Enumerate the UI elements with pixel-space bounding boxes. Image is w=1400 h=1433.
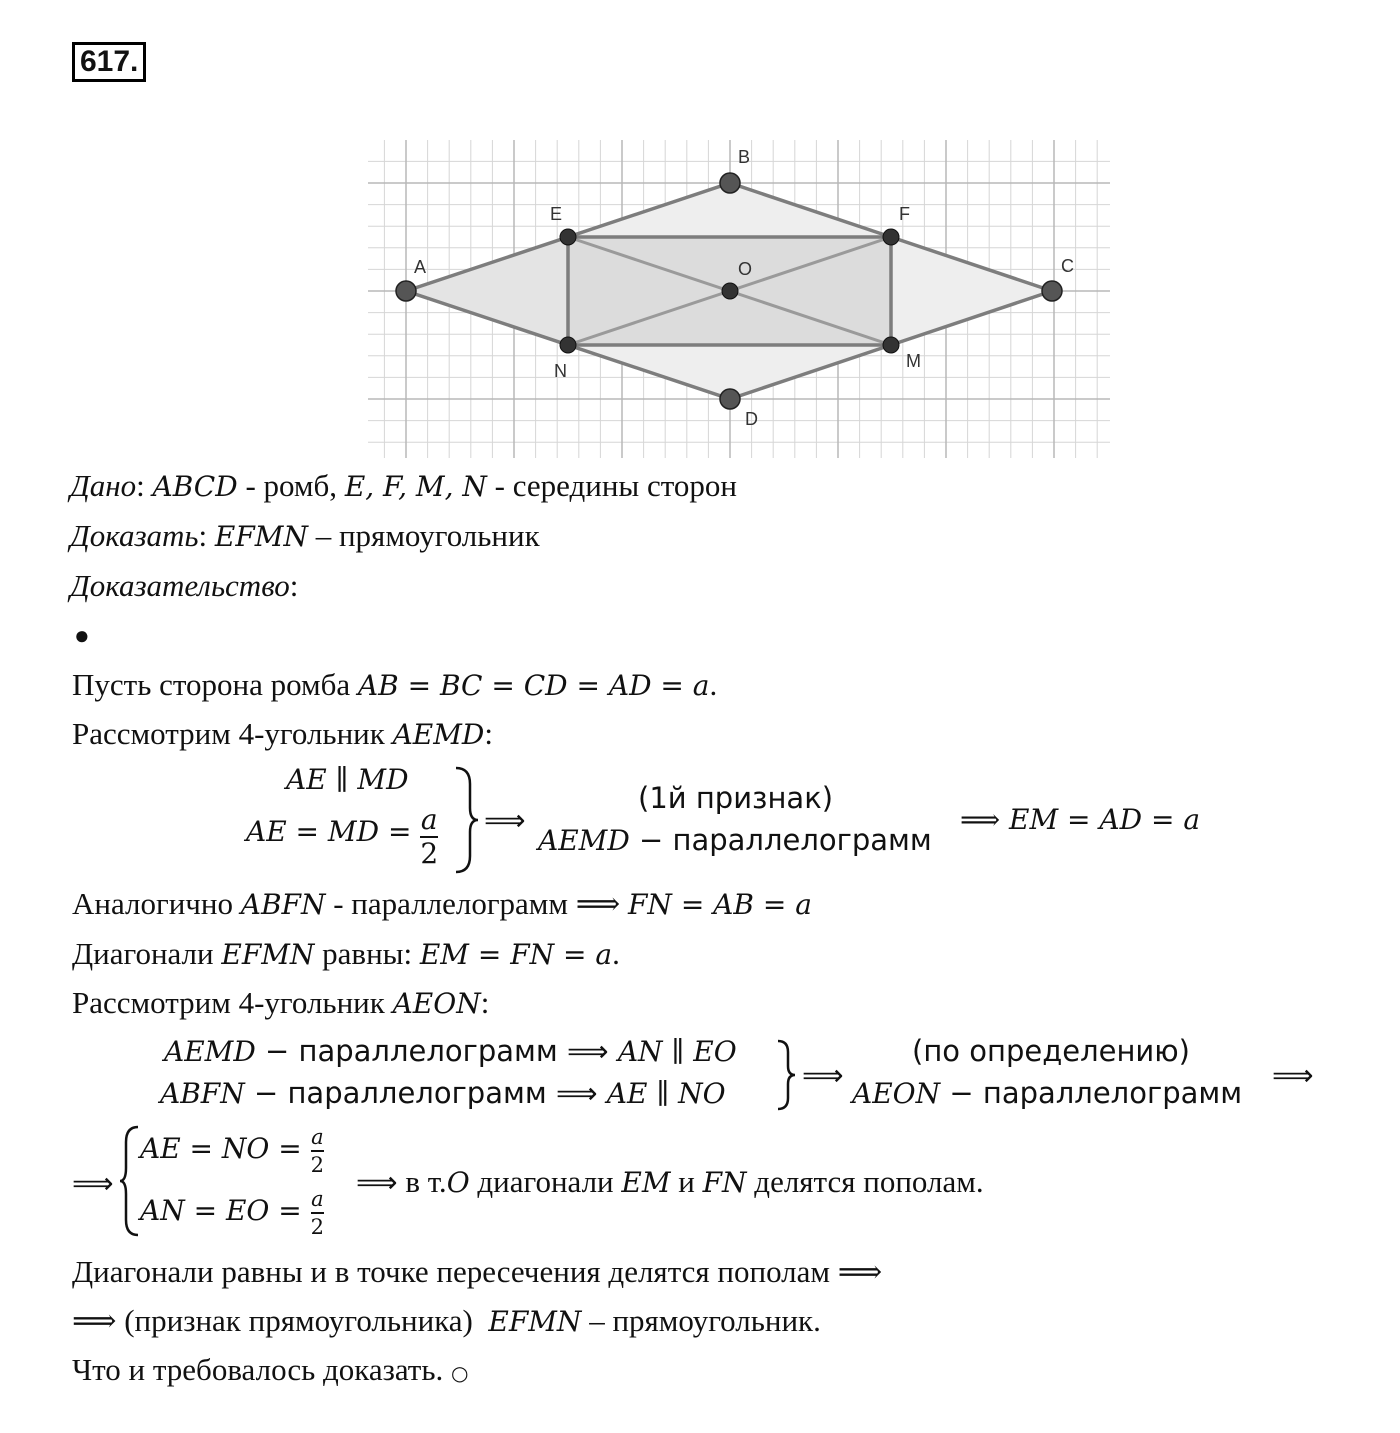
- line4-end: .: [612, 936, 620, 971]
- sys2-reason: (по определению): [912, 1034, 1190, 1068]
- label-e: E: [550, 204, 563, 224]
- line1-math: AB = BC = CD = AD = a: [357, 669, 710, 702]
- line2-math: AEMD: [392, 718, 485, 751]
- sys3-left-brace: [118, 1124, 142, 1238]
- sys1-right-brace: [452, 764, 480, 876]
- sys2-row2-math2: AE ∥ NO: [606, 1077, 726, 1110]
- given-text1: - ромб,: [237, 468, 345, 503]
- given-line: Дано: ABCD - ромб, E, F, M, N - середины сторон: [70, 468, 737, 503]
- line1-text: Пусть сторона ромба: [72, 667, 358, 702]
- line5-math: AEON: [392, 987, 481, 1020]
- sys3-row1: [140, 1122, 324, 1178]
- sys2-row2-math: ABFN: [160, 1077, 245, 1110]
- sys3-text2: диагонали: [469, 1164, 622, 1199]
- proof-heading: Доказательство:: [70, 568, 299, 603]
- given-label: Дано: [70, 468, 137, 503]
- point-o: [722, 283, 738, 299]
- sys1-result: [538, 822, 932, 864]
- line3-text: Аналогично: [72, 886, 241, 921]
- qed-text: Что и требовалось доказать.: [72, 1352, 451, 1387]
- sys3-d2: FN: [702, 1166, 747, 1199]
- line7-math: EFMN: [488, 1305, 582, 1338]
- sys3-row1-text: AE = NO =: [140, 1132, 311, 1165]
- point-e: [560, 229, 576, 245]
- given-text2: - середины сторон: [486, 468, 737, 503]
- rhombus-figure: [0, 0, 1400, 470]
- sys3-text1: в т.: [397, 1164, 447, 1199]
- line-qed: [72, 1352, 468, 1391]
- line-consider-aeon: [72, 985, 489, 1022]
- label-d: D: [745, 409, 758, 429]
- line4-text2: равны:: [314, 936, 420, 971]
- sys3-fraction-1: [311, 1124, 324, 1178]
- line3-text2: - параллелограмм ⟹: [325, 886, 628, 921]
- label-n: N: [554, 361, 567, 381]
- line-conclusion: [72, 1303, 821, 1340]
- line2-text: Рассмотрим 4-угольник: [72, 716, 393, 751]
- label-c: C: [1061, 256, 1074, 276]
- sys1-frac-num: a: [420, 803, 438, 836]
- point-c: [1042, 281, 1062, 301]
- line4-text: Диагонали: [72, 936, 222, 971]
- line2-end: :: [484, 716, 493, 751]
- label-b: B: [738, 147, 751, 167]
- sys3-lead: ⟹: [72, 1166, 114, 1200]
- sys2-result-math: AEON: [852, 1077, 941, 1110]
- line-side: [72, 667, 717, 704]
- problem-number: 617.: [72, 42, 146, 82]
- label-a: A: [414, 257, 427, 277]
- sys2-row2-text: − параллелограмм ⟹: [244, 1076, 607, 1110]
- sys1-tail: ⟹ EM = AD = a: [960, 803, 1201, 836]
- sys3-frac1-den: 2: [311, 1150, 324, 1178]
- sys3-implies: ⟹: [356, 1165, 398, 1199]
- sys2-row1: [164, 1032, 737, 1076]
- line-diagonals-bisect: Диагонали равны и в точке пересечения делятся пополам ⟹: [72, 1254, 883, 1289]
- sys1-row1: AE ∥ MD: [286, 763, 409, 796]
- line7-text1: ⟹ (признак прямоугольника): [72, 1303, 489, 1338]
- sys2-row1-math2: AN ∥ EO: [617, 1035, 737, 1068]
- sys3-frac2-num: a: [311, 1186, 324, 1211]
- point-a: [396, 281, 416, 301]
- sys2-right-brace: [774, 1038, 798, 1112]
- line7-text2: – прямоугольник.: [581, 1303, 821, 1338]
- line4-math1: EFMN: [221, 938, 315, 971]
- sys2-result: [852, 1074, 1242, 1118]
- sys3-d1: EM: [621, 1166, 671, 1199]
- sys3-fraction-2: [311, 1186, 324, 1240]
- sys1-row2: [246, 804, 438, 870]
- sys3-point: O: [446, 1166, 470, 1199]
- point-m: [883, 337, 899, 353]
- sys1-fraction: [420, 804, 438, 870]
- sys2-row1-text: − параллелограмм ⟹: [255, 1034, 618, 1068]
- point-f: [883, 229, 899, 245]
- point-d: [720, 389, 740, 409]
- point-b: [720, 173, 740, 193]
- prove-text: – прямоугольник: [307, 518, 540, 553]
- line3-math1: ABFN: [240, 888, 326, 921]
- proof-label: Доказательство: [70, 568, 290, 603]
- line3-math2: FN = AB = a: [627, 888, 812, 921]
- sys3-text3: и: [670, 1164, 703, 1199]
- qed-mark: ○: [451, 1361, 469, 1385]
- sys2-row1-math: AEMD: [164, 1035, 256, 1068]
- line1-end: .: [709, 667, 718, 702]
- prove-label: Доказать: [70, 518, 199, 553]
- sys1-implies: ⟹: [484, 803, 526, 837]
- label-o: O: [738, 259, 753, 279]
- sys1-frac-den: 2: [420, 837, 439, 870]
- sys3-text4: делятся пополам.: [746, 1164, 984, 1199]
- point-n: [560, 337, 576, 353]
- sys1-reason: (1й признак): [638, 781, 834, 815]
- given-figure: ABCD: [152, 470, 238, 503]
- bullet: ●: [74, 621, 90, 650]
- sys1-result-text: − параллелограмм: [629, 823, 932, 857]
- sys2-row2: [160, 1074, 726, 1118]
- sys2-implies: ⟹: [802, 1058, 844, 1092]
- line-analogous: [72, 886, 812, 923]
- triangle-aen-fill: [406, 237, 568, 345]
- sys3-row2-text: AN = EO =: [140, 1194, 311, 1227]
- label-m: M: [906, 351, 921, 371]
- sys1-row2-text: AE = MD =: [246, 815, 421, 848]
- sys2-tail: ⟹: [1272, 1058, 1314, 1092]
- sys2-result-text: − параллелограмм: [940, 1076, 1243, 1110]
- line5-text: Рассмотрим 4-угольник: [72, 985, 393, 1020]
- label-f: F: [899, 204, 910, 224]
- prove-figure: EFMN: [214, 520, 308, 553]
- line-diagonals-equal: [72, 936, 620, 973]
- sys3-frac2-den: 2: [311, 1212, 324, 1240]
- sys3-row2: [140, 1184, 324, 1240]
- prove-line: Доказать: EFMN – прямоугольник: [70, 518, 540, 553]
- sys3-conclusion: [356, 1164, 984, 1201]
- line4-math2: EM = FN = a: [419, 938, 613, 971]
- line-consider-aemd: [72, 716, 493, 753]
- sys1-result-math: AEMD: [538, 824, 630, 857]
- sys3-frac1-num: a: [311, 1124, 324, 1149]
- line5-end: :: [480, 985, 490, 1020]
- given-points: E, F, M, N: [344, 470, 487, 503]
